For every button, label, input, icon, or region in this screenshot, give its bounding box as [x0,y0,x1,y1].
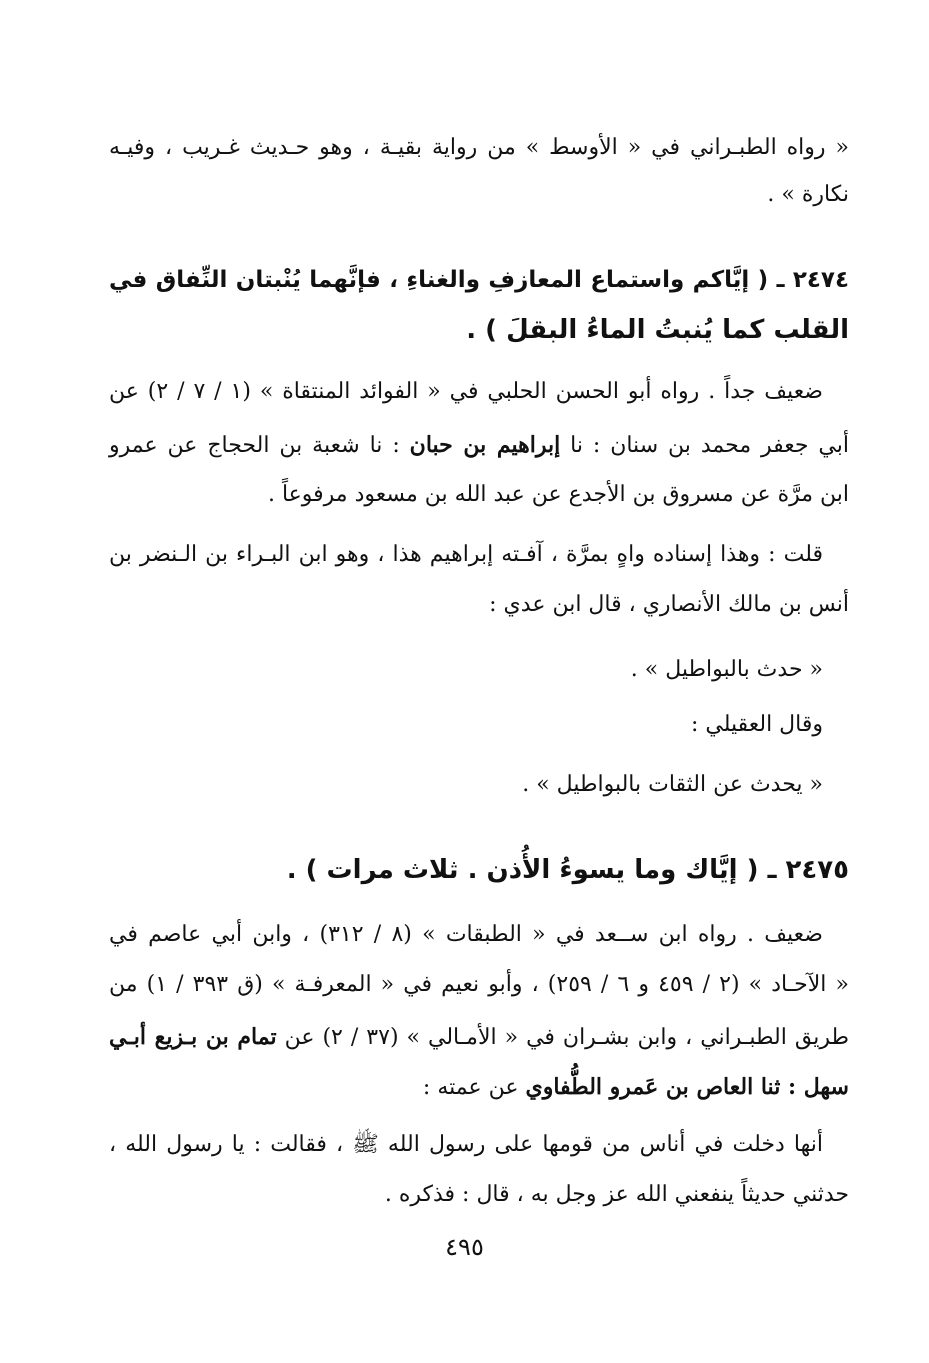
quote-line: « يحدث عن الثقات بالبواطيل » . [522,772,823,797]
hadith-heading-2475: ٢٤٧٥ ـ ( إيَّاك وما يسوءُ الأُذن . ثلاث مرات ) . [286,855,849,885]
narrator-name: إبراهيم بن حبان [409,432,561,458]
text-line: حدثني حديثاً ينفعني الله عز وجل به ، قال : فذكره . [384,1182,849,1207]
text-line: أنها دخلت في أناس من قومها على رسول الله ﷺ ، فقالت : يا رسول الله ، [109,1132,823,1157]
quote-line: وقال العقيلي : [690,712,823,737]
text-line: « رواه الطبـراني في « الأوسط » من رواية بقيـة ، وهو حـديث غـريب ، وفيـه [109,135,849,160]
text-line [109,1072,849,1103]
text-span: أبي جعفر محمد بن سنان : نا [560,433,849,458]
page-number: ٤٩٥ [445,1233,484,1261]
text-span: : نا شعبة بن الحجاج عن عمرو [109,433,410,458]
hadith-heading-2474: ٢٤٧٤ ـ ( إيَّاكم واستماع المعازفِ والغناءِ ، فإنَّهما يُنْبتان النِّفاق في [109,267,849,293]
text-line: أنس بن مالك الأنصاري ، قال ابن عدي : [489,592,849,617]
text-line: ضعيف . رواه ابن ســعد في « الطبقات » (٨ / ٣١٢) ، وابن أبي عاصم في [109,922,823,947]
text-line [109,1022,849,1053]
text-line: قلت : وهذا إسناده واهٍ بمرَّة ، آفـته إبراهيم هذا ، وهو ابن البـراء بن الـنضر بن [109,542,823,567]
narrator-name: سهل : ثنا العاص بن عَمرو الطُّفاوي [525,1074,849,1100]
text-line: نكارة » . [767,182,849,207]
narrator-name: تمام بن بـزيع أبـي [109,1024,277,1050]
text-line [109,430,849,461]
text-span: طريق الطبـراني ، وابن بشـران في « الأمـالي » (٣٧ / ٢) عن [276,1025,849,1050]
quote-line: « حدث بالبواطيل » . [630,657,823,682]
text-line: ابن مرَّة عن مسروق بن الأجدع عن عبد الله بن مسعود مرفوعاً . [267,482,849,507]
text-line: « الآحـاد » (٢ / ٤٥٩ و ٦ / ٢٥٩) ، وأبو نعيم في « المعرفـة » (ق ٣٩٣ / ١) من [109,972,849,997]
text-span: عن عمته : [422,1075,526,1100]
hadith-heading-2474-cont: القلب كما يُنبتُ الماءُ البقلَ ) . [466,315,849,345]
text-line: ضعيف جداً . رواه أبو الحسن الحلبي في « الفوائد المنتقاة » (١ / ٧ / ٢) عن [109,379,823,404]
